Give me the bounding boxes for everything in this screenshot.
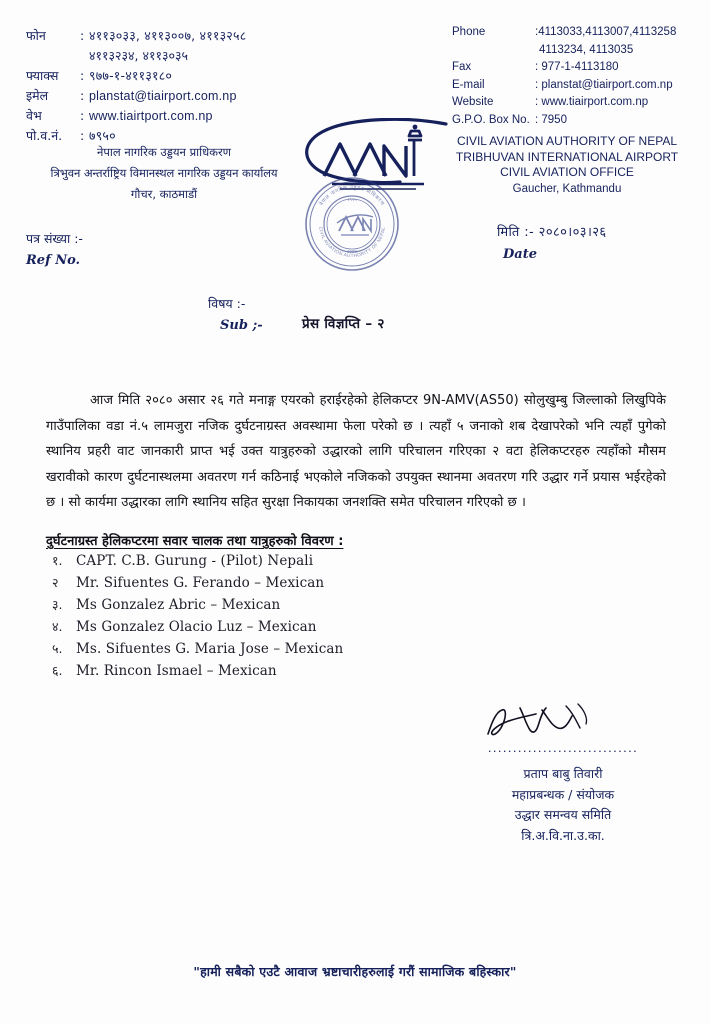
colon: : (80, 128, 85, 143)
english-office-name: CIVIL AVIATION OFFICE (500, 165, 634, 179)
english-fax-label: Fax (452, 61, 472, 73)
nepali-email-value: planstat@tiairport.com.np (89, 89, 237, 103)
colon: : (80, 88, 85, 103)
english-contact-block (452, 24, 702, 129)
reference-nepali-label: पत्र संख्या :- (26, 231, 83, 246)
english-phone-label: Phone (452, 26, 486, 38)
svg-text:१९५५: १९५५ (347, 198, 357, 203)
nepali-contact-row (26, 66, 326, 86)
nepali-fax-value: ९७७-१-४११३१८० (89, 68, 173, 83)
nepali-website-value: www.tiairtport.com.np (89, 109, 213, 123)
date-nepali: मिति :- २०८०।०३।२६ (497, 225, 607, 240)
nepali-contact-row (26, 106, 326, 126)
colon: : (80, 108, 85, 123)
nepali-pobox-label: पो.व.नं. (26, 128, 63, 143)
nepali-office-name: त्रिभुवन अन्तर्राष्ट्रिय विमानस्थल नागरिक उड्डयन कार्यालय (50, 166, 278, 180)
subject-title: प्रेस विज्ञप्ति – २ (302, 316, 385, 332)
english-contact-row (452, 77, 702, 95)
svg-text:CIVIL AVIATION AUTHORITY OF NE: CIVIL AVIATION AUTHORITY OF NEPAL (318, 226, 386, 259)
svg-text:1998: 1998 (347, 249, 357, 254)
english-website-label: Website (452, 96, 494, 108)
english-contact-row (452, 112, 702, 130)
nepali-organization-block (14, 142, 314, 205)
list-item-label: Mr. Rincon Ismael – Mexican (76, 663, 277, 679)
nepali-website-label: वेभ (26, 108, 42, 123)
body-paragraph: आज मिति २०८० असार २६ गते मनाङ्ग एयरको हराईरहेको हेलिकप्टर 9N-AMV(AS50) सोलुखुम्बु जिल्लाको लिखुपिके गाउँपालिका वडा नं.५ लामजुरा नजिक दुर्घटनाग्रस्त अवस्थामा फेला परेको छ । त्यहाँ ५ जनाको शब देखापरेको भनि त्यहाँ पुगेको स्थानिय प्रहरी वाट जानकारी प्राप्त भई उक्त यात्रुहरुको उद्धारको लागि परिचालन गरिएका २ वटा हेलिकप्टरहरु त्यहाँको मौसम खरावीको कारण दुर्घटनास्थलमा अवतरण गर्न कठिनाई भएकोले नजिकको उपयुक्त स्थानमा अवतरण गरि उद्धार गर्ने प्रयास भईरहेको छ । सो कार्यमा उद्धारका लागि स्थानिय सहित सुरक्षा निकायका जनशक्ति समेत परिचालन गरिएको छ । (46, 393, 666, 510)
list-item-label: Ms Gonzalez Olacio Luz – Mexican (76, 619, 317, 635)
date-block (497, 222, 607, 262)
english-contact-row (452, 59, 702, 77)
footer-slogan: "हामी सबैको एउटै आवाज भ्रष्टाचारीहरुलाई गरौं सामाजिक बहिस्कार" (193, 964, 517, 979)
nepali-authority-name: नेपाल नागरिक उड्डयन प्राधिकरण (96, 145, 231, 159)
list-item (48, 596, 568, 618)
list-item (48, 662, 568, 684)
list-item (48, 574, 568, 596)
nepali-contact-block (26, 26, 326, 146)
list-item-number: ३. (52, 597, 63, 612)
english-website-value: : www.tiairport.com.np (535, 96, 649, 108)
date-english-label: Date (503, 247, 537, 262)
signature-block (448, 700, 678, 846)
subject-nepali-label: विषय :- (208, 296, 246, 311)
list-item-number: २ (52, 575, 59, 590)
nepali-contact-row (26, 26, 326, 46)
english-phone-value-2: 4113234, 4113035 (539, 43, 634, 56)
signatory-committee: उद्धार समन्वय समिति (514, 807, 612, 822)
signatory-details (448, 764, 678, 846)
handwritten-signature-icon (448, 700, 678, 744)
reference-block (26, 230, 83, 268)
english-phone-value: :4113033,4113007,4113258 (535, 26, 677, 38)
list-item (48, 552, 568, 574)
nepali-phone-value: ४११३०३३, ४११३००७, ४११३२५८ (89, 28, 247, 43)
colon: : (80, 68, 85, 83)
english-airport-name: TRIBHUVAN INTERNATIONAL AIRPORT (455, 149, 679, 164)
english-contact-row (452, 24, 702, 42)
list-item-number: ४. (52, 619, 63, 634)
nepali-contact-row (26, 86, 326, 106)
passenger-list-heading: दुर्घटनाग्रस्त हेलिकप्टरमा सवार चालक तथा यात्रुहरुको विवरण : (46, 534, 344, 549)
nepali-phone-label: फोन (26, 28, 46, 43)
subject-english-label: Sub ;- (220, 318, 263, 333)
signature-line: .............................. (487, 740, 639, 755)
english-organization-block (432, 134, 702, 197)
nepali-phone-value-2: ४११३२३४, ४११३०३५ (89, 48, 188, 63)
english-pobox-label: G.P.O. Box No. (452, 113, 530, 126)
english-authority-name: CIVIL AVIATION AUTHORITY OF NEPAL (456, 134, 678, 148)
letterhead (0, 0, 710, 280)
nepali-fax-label: फ्याक्स (26, 68, 59, 83)
english-email-value: : planstat@tiairport.com.np (535, 78, 673, 91)
signatory-office-abbrev: त्रि.अ.वि.ना.उ.का. (521, 827, 605, 843)
reference-english-label: Ref No. (26, 253, 81, 268)
passenger-list (48, 552, 568, 684)
nepali-pobox-value: ७९५० (89, 128, 116, 143)
list-item-number: ६. (52, 663, 63, 678)
list-item-number: ५. (52, 641, 63, 656)
nepali-city-name: गौचर, काठमाडौं (130, 187, 198, 201)
nepali-email-label: इमेल (26, 88, 49, 103)
list-item-label: Mr. Sifuentes G. Ferando – Mexican (76, 575, 325, 591)
signatory-name: प्रताप बाबु तिवारी (523, 766, 603, 781)
list-item (48, 618, 568, 640)
list-item-label: Ms. Sifuentes G. Maria Jose – Mexican (76, 641, 344, 657)
english-city-name: Gaucher, Kathmandu (512, 182, 622, 195)
english-fax-value: : 977-1-4113180 (535, 61, 619, 73)
svg-text:नेपाल नागरिक उड्डयन प्राधिकरण: नेपाल नागरिक उड्डयन प्राधिकरण (318, 184, 386, 208)
list-item-label: Ms Gonzalez Abric – Mexican (76, 597, 281, 613)
list-item (48, 640, 568, 662)
official-stamp (303, 175, 401, 273)
english-pobox-value: : 7950 (535, 113, 567, 126)
list-item-label: CAPT. C.B. Gurung - (Pilot) Nepali (76, 553, 314, 569)
english-contact-row (452, 94, 702, 112)
subject-labels (208, 295, 294, 333)
list-item-number: १. (52, 553, 63, 568)
colon: : (80, 28, 85, 43)
subject-block (208, 295, 385, 333)
english-email-label: E-mail (452, 78, 485, 91)
signatory-designation: महाप्रबन्धक / संयोजक (511, 786, 615, 802)
